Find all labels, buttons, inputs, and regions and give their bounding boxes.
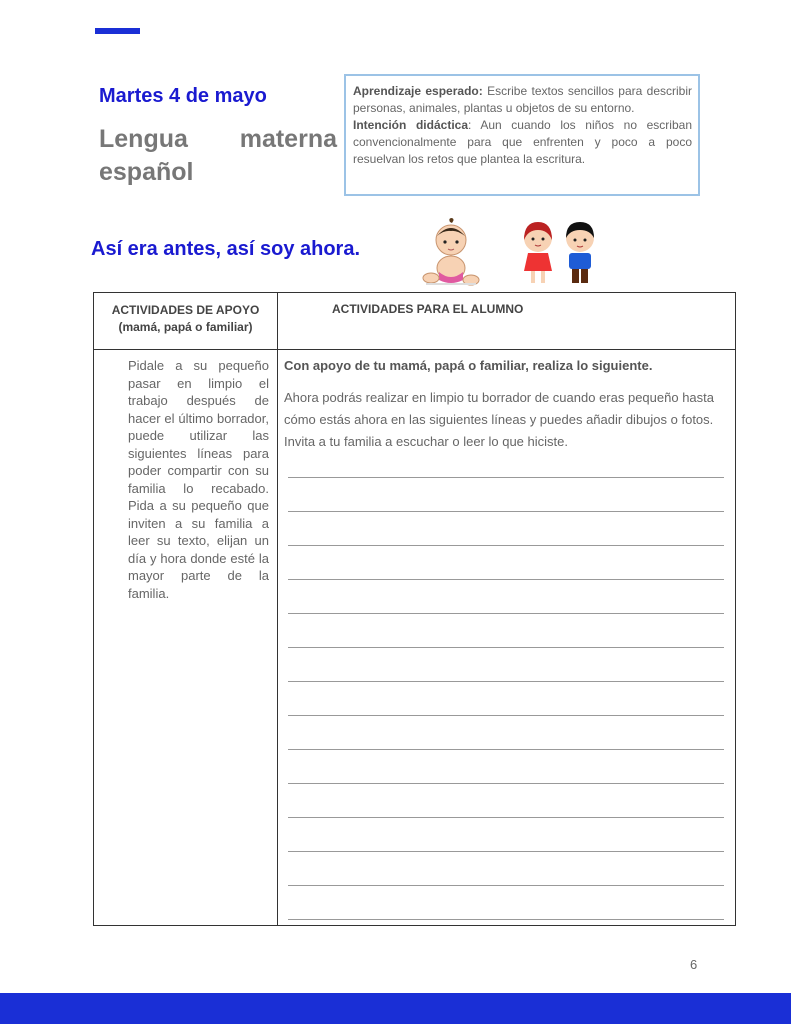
top-accent-bar (95, 28, 140, 34)
page-number: 6 (690, 957, 698, 972)
writing-line (288, 613, 724, 614)
writing-line (288, 749, 724, 750)
aprendizaje-label: Aprendizaje esperado: (353, 84, 483, 98)
student-activities-cell (278, 350, 736, 926)
support-header-line2: (mamá, papá o familiar) (118, 320, 253, 334)
writing-line (288, 817, 724, 818)
student-activities-header: ACTIVIDADES PARA EL ALUMNO (278, 293, 736, 350)
writing-line (288, 511, 724, 512)
support-activities-header (94, 293, 278, 350)
kids-illustration (517, 220, 607, 288)
writing-line (288, 477, 724, 478)
writing-line (288, 545, 724, 546)
section-title: Así era antes, así soy ahora. (91, 238, 361, 260)
writing-line (288, 783, 724, 784)
support-header-line1: ACTIVIDADES DE APOYO (111, 303, 260, 317)
writing-lines (284, 477, 725, 920)
student-body-text: Ahora podrás realizar en limpio tu borrador de cuando eras pequeño hasta cómo estás ahora en las siguientes líneas y puedes añadir dibujos o fotos. Invita a tu familia a escuchar o leer lo que hiciste. (284, 390, 714, 449)
writing-line (288, 851, 724, 852)
subject-line-2: español (99, 158, 194, 186)
aprendizaje-text: Escribe textos sencillos para describir personas, animales, plantas u objetos de su entorno. (353, 84, 693, 115)
intencion-label: Intención didáctica (353, 118, 468, 132)
learning-info-box (344, 74, 700, 196)
intencion-text: : Aun cuando los niños no escriban convencionalmente para que enfrenten y poco a poco resuelvan los retos que plantea la escritura. (353, 118, 692, 166)
writing-line (288, 647, 724, 648)
writing-line (288, 579, 724, 580)
subject-line-1: Lengua materna (99, 125, 337, 153)
date-heading: Martes 4 de mayo (99, 85, 267, 107)
activities-table (93, 292, 736, 926)
writing-line (288, 681, 724, 682)
writing-line (288, 715, 724, 716)
student-instruction: Con apoyo de tu mamá, papá o familiar, realiza lo siguiente. (284, 358, 653, 373)
baby-illustration (421, 218, 481, 290)
footer-bar (0, 993, 791, 1024)
support-activities-text: Pidale a su pequeño pasar en limpio el trabajo después de hacer el último borrador, puede utilizar las siguientes líneas para poder compartir con su familia lo recabado. Pida a su pequeño que inviten a su familia a leer su texto, elijan un día y hora donde esté la mayor parte de la familia. (94, 350, 278, 926)
writing-line (288, 919, 724, 920)
writing-line (288, 885, 724, 886)
subject-title (99, 123, 337, 189)
